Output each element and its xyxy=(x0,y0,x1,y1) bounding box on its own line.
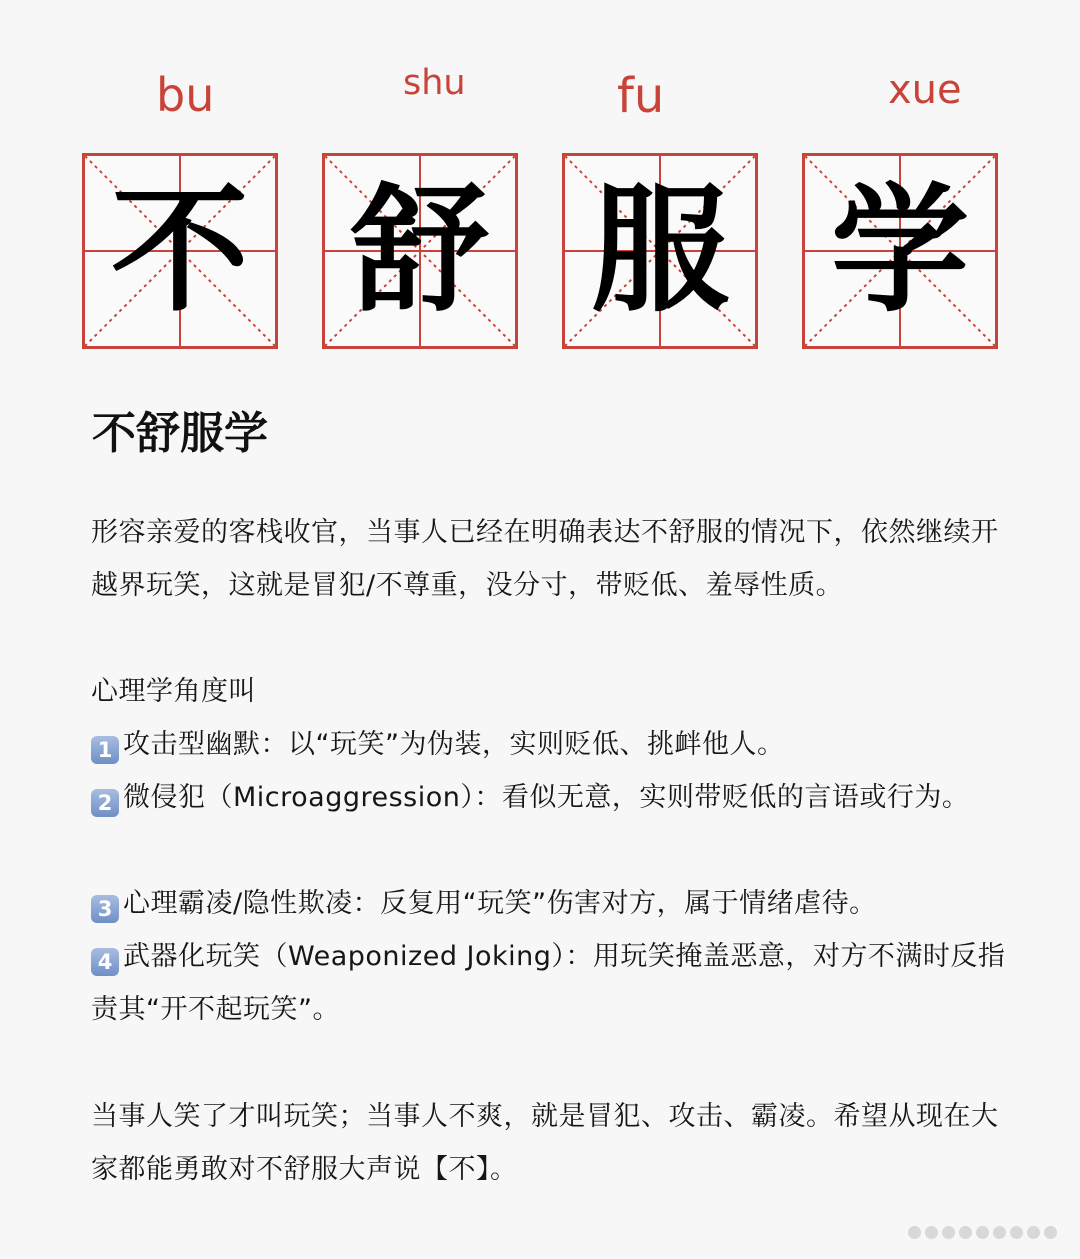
watermark-dot-icon xyxy=(1044,1226,1057,1239)
watermark-dot-icon xyxy=(1010,1226,1023,1239)
intro-paragraph xyxy=(91,506,1006,612)
watermark xyxy=(908,1212,1072,1252)
watermark-dot-icon xyxy=(976,1226,989,1239)
grid-character: 舒 xyxy=(350,170,489,331)
conclusion-text: 当事人笑了才叫玩笑；当事人不爽，就是冒犯、攻击、霸凌。希望从现在大家都能勇敢对不舒服大声说【不】。 xyxy=(91,1101,999,1185)
grid-character: 不 xyxy=(110,170,249,331)
point-text: 攻击型幽默：以“玩笑”为伪装，实则贬低、挑衅他人。 xyxy=(123,729,785,760)
list-item xyxy=(91,877,1006,930)
pinyin-fu: fu xyxy=(617,68,665,124)
watermark-dot-icon xyxy=(1027,1226,1040,1239)
conclusion-paragraph xyxy=(91,1090,1006,1196)
pinyin-xue: xue xyxy=(888,67,962,113)
keycap-2-icon: 2 xyxy=(91,789,119,817)
list-item xyxy=(91,771,1006,824)
watermark-dot-icon xyxy=(942,1226,955,1239)
point-text: 心理霸凌/隐性欺凌：反复用“玩笑”伤害对方，属于情绪虐待。 xyxy=(123,888,877,919)
watermark-dot-icon xyxy=(993,1226,1006,1239)
psych-heading: 心理学角度叫 xyxy=(91,676,256,707)
keycap-1-icon: 1 xyxy=(91,736,119,764)
intro-text: 形容亲爱的客栈收官，当事人已经在明确表达不舒服的情况下，依然继续开越界玩笑，这就是冒犯/不尊重，没分寸，带贬低、羞辱性质。 xyxy=(91,517,999,601)
keycap-3-icon: 3 xyxy=(91,895,119,923)
watermark-dot-icon xyxy=(959,1226,972,1239)
character-grid-xue xyxy=(802,153,998,349)
watermark-dot-icon xyxy=(908,1226,921,1239)
point-text: 武器化玩笑（Weaponized Joking）：用玩笑掩盖恶意，对方不满时反指责其“开不起玩笑”。 xyxy=(91,941,1006,1025)
character-grid-bu xyxy=(82,153,278,349)
list-item xyxy=(91,718,1006,771)
character-grid-shu xyxy=(322,153,518,349)
character-grid-fu xyxy=(562,153,758,349)
grid-character: 服 xyxy=(590,170,729,331)
watermark-dot-icon xyxy=(925,1226,938,1239)
list-item xyxy=(91,930,1006,1036)
point-text: 微侵犯（Microaggression）：看似无意，实则带贬低的言语或行为。 xyxy=(123,782,970,813)
pinyin-shu: shu xyxy=(403,63,466,103)
keycap-4-icon: 4 xyxy=(91,948,119,976)
pinyin-bu: bu xyxy=(156,68,215,122)
grid-character: 学 xyxy=(830,170,969,331)
page-title: 不舒服学 xyxy=(92,408,268,459)
